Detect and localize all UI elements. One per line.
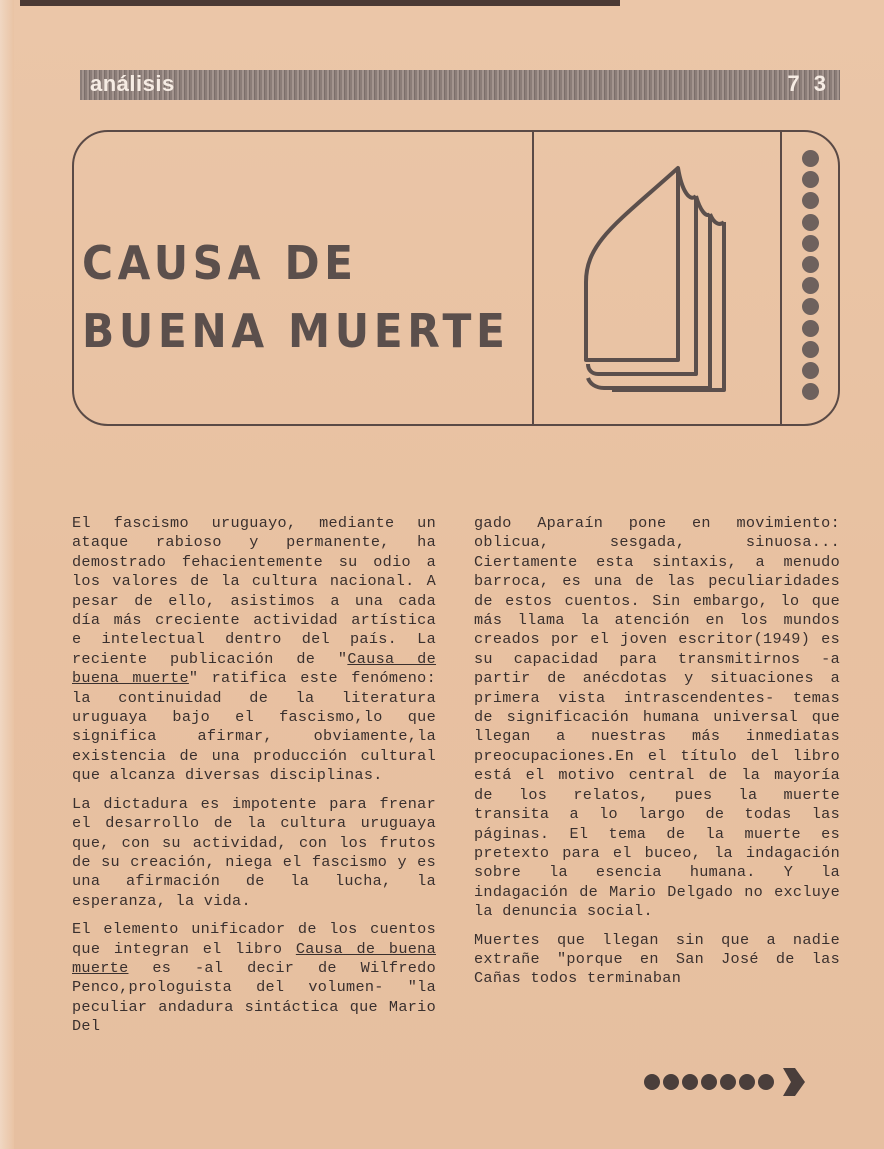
open-book-icon — [578, 162, 738, 402]
book-title-reference: Causa de buena muerte — [72, 939, 437, 977]
dot — [802, 277, 819, 294]
paragraph: Muertes que llegan sin que a nadie extrañe "porque en San José de las Cañas todos terminaban — [474, 930, 840, 988]
paragraph: El fascismo uruguayo, mediante un ataque rabioso y permanente, ha demostrado fehacientemente su odio a los valores de la cultura nacional. A pesar de ello, asistimos a una cada día más creciente actividad artística e intelectual dentro del país. La reciente publicación de "Causa de buena muerte" ratifica este fenómeno: la continuidad de la literatura uruguaya bajo el fascismo,lo que significa afirmar, obviamente,la existencia de una producción cultural que alcanza diversas disciplinas. — [72, 514, 437, 785]
dot — [802, 320, 819, 337]
dot — [802, 192, 819, 209]
section-header-bar — [80, 70, 840, 100]
dot — [802, 362, 819, 379]
dot-column-icon — [802, 150, 822, 404]
page-top-edge — [20, 0, 620, 6]
arrow-right-icon — [781, 1066, 807, 1098]
dot — [802, 298, 819, 315]
page-left-edge — [0, 0, 14, 1149]
paragraph: El elemento unificador de los cuentos que integran el libro Causa de buena muerte es -al decir de Wilfredo Penco,prologuista del volumen- "la peculiar andadura sintáctica que Mario Del — [72, 920, 437, 1036]
title-frame-divider — [780, 130, 782, 426]
article-column-right — [474, 514, 840, 998]
dot — [802, 256, 819, 273]
dot — [802, 383, 819, 400]
dot — [802, 235, 819, 252]
dot — [802, 171, 819, 188]
book-title-reference: Causa de buena muerte — [72, 649, 437, 688]
end-of-article-mark-icon — [644, 1066, 807, 1098]
article-title-line-1: CAUSA DE — [82, 236, 358, 290]
section-label: análisis — [90, 71, 175, 96]
paragraph: gado Aparaín pone en movimiento: oblicua, sesgada, sinuosa... Ciertamente esta sintaxis, a menudo barroca, es una de las peculiaridades de estos cuentos. Sin embargo, lo que más llama la atención en los mundos creados por el joven escritor(1949) es su capacidad para transmitirnos -a partir de anécdotas y situaciones a primera vista intrascendentes- temas de significación humana universal que llegan a nuestras más inmediatas preocupaciones.En el título del libro está el motivo central de la mayoría de los relatos, pues la muerte transita a lo largo de todas las páginas. El tema de la muerte es pretexto para el buceo, la indagación sobre la esencia humana. Y la indagación de Mario Delgado no excluye la denuncia social. — [474, 514, 840, 921]
article-title-line-2: BUENA MUERTE — [82, 304, 510, 358]
dot — [802, 150, 819, 167]
page-number: 7 3 — [787, 71, 830, 96]
dot — [802, 214, 819, 231]
dot — [802, 341, 819, 358]
title-frame-divider — [532, 130, 534, 426]
article-column-left — [72, 514, 436, 1046]
paragraph: La dictadura es impotente para frenar el desarrollo de la cultura uruguaya que, con su actividad, con los frutos de su creación, niega el fascismo y es una afirmación de la lucha, la esperanza, la vida. — [72, 794, 436, 910]
